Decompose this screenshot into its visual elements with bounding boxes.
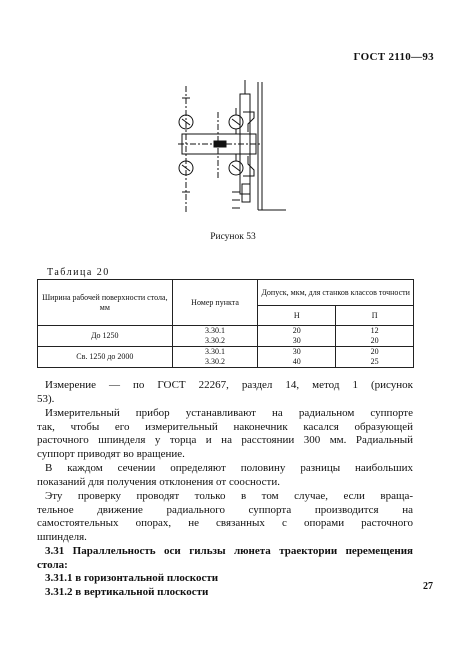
row-width-value: Св. 1250 до 2000 bbox=[38, 347, 173, 368]
header-item-number: Номер пункта bbox=[172, 280, 258, 326]
row-item-values: 3.30.1 3.30.2 bbox=[172, 347, 258, 368]
row-width-value: До 1250 bbox=[38, 326, 173, 347]
header-tolerance: Допуск, мкм, для станков классов точности bbox=[258, 280, 414, 306]
subsection-3-31-1: 3.31.1 в горизонтальной плоскости bbox=[45, 572, 219, 585]
page-number: 27 bbox=[423, 581, 433, 592]
measurement-paragraph: Измерение — по ГОСТ 22267, раздел 14, метод 1 (рисунок 53). bbox=[37, 379, 413, 405]
section-paragraph: В каждом сечении определяют половину разницы наибольших показаний для получения отклонения от соосности. bbox=[37, 462, 413, 488]
section-3-31: 3.31 Параллельность оси гильзы люнета траектории перемещения стола: 3.31.1 в горизонтальной плоскости 3.31.2 в вертикальной плоскости bbox=[37, 545, 413, 598]
table-title: Таблица 20 bbox=[47, 267, 110, 278]
tolerance-table bbox=[37, 279, 414, 368]
check-paragraph: Эту проверку проводят только в том случае, если враща- тельное движение радиального суппорта производится на самостоятельных опорах, не связанных с опорами расточного шпинделя. bbox=[37, 490, 413, 543]
header-table-width: Ширина рабочей поверхности стола, мм bbox=[38, 280, 173, 326]
row-p-values: 20 25 bbox=[336, 347, 414, 368]
header-class-p: П bbox=[336, 306, 414, 326]
header-class-n: Н bbox=[258, 306, 336, 326]
row-p-values: 12 20 bbox=[336, 326, 414, 347]
row-n-values: 30 40 bbox=[258, 347, 336, 368]
instrument-paragraph: Измерительный прибор устанавливают на радиальном суппорте так, чтобы его измерительный наконечник касался образующей расточного шпинделя у торца и на расстоянии 300 мм. Радиальный суппорт приводят во вращение. bbox=[37, 407, 413, 460]
table-row bbox=[38, 326, 414, 347]
table-row bbox=[38, 347, 414, 368]
row-item-values: 3.30.1 3.30.2 bbox=[172, 326, 258, 347]
document-code-header: ГОСТ 2110—93 bbox=[353, 51, 434, 63]
subsection-3-31-2: 3.31.2 в вертикальной плоскости bbox=[45, 585, 209, 598]
figure-caption: Рисунок 53 bbox=[210, 232, 256, 242]
row-n-values: 20 30 bbox=[258, 326, 336, 347]
figure-53-diagram bbox=[160, 72, 290, 218]
